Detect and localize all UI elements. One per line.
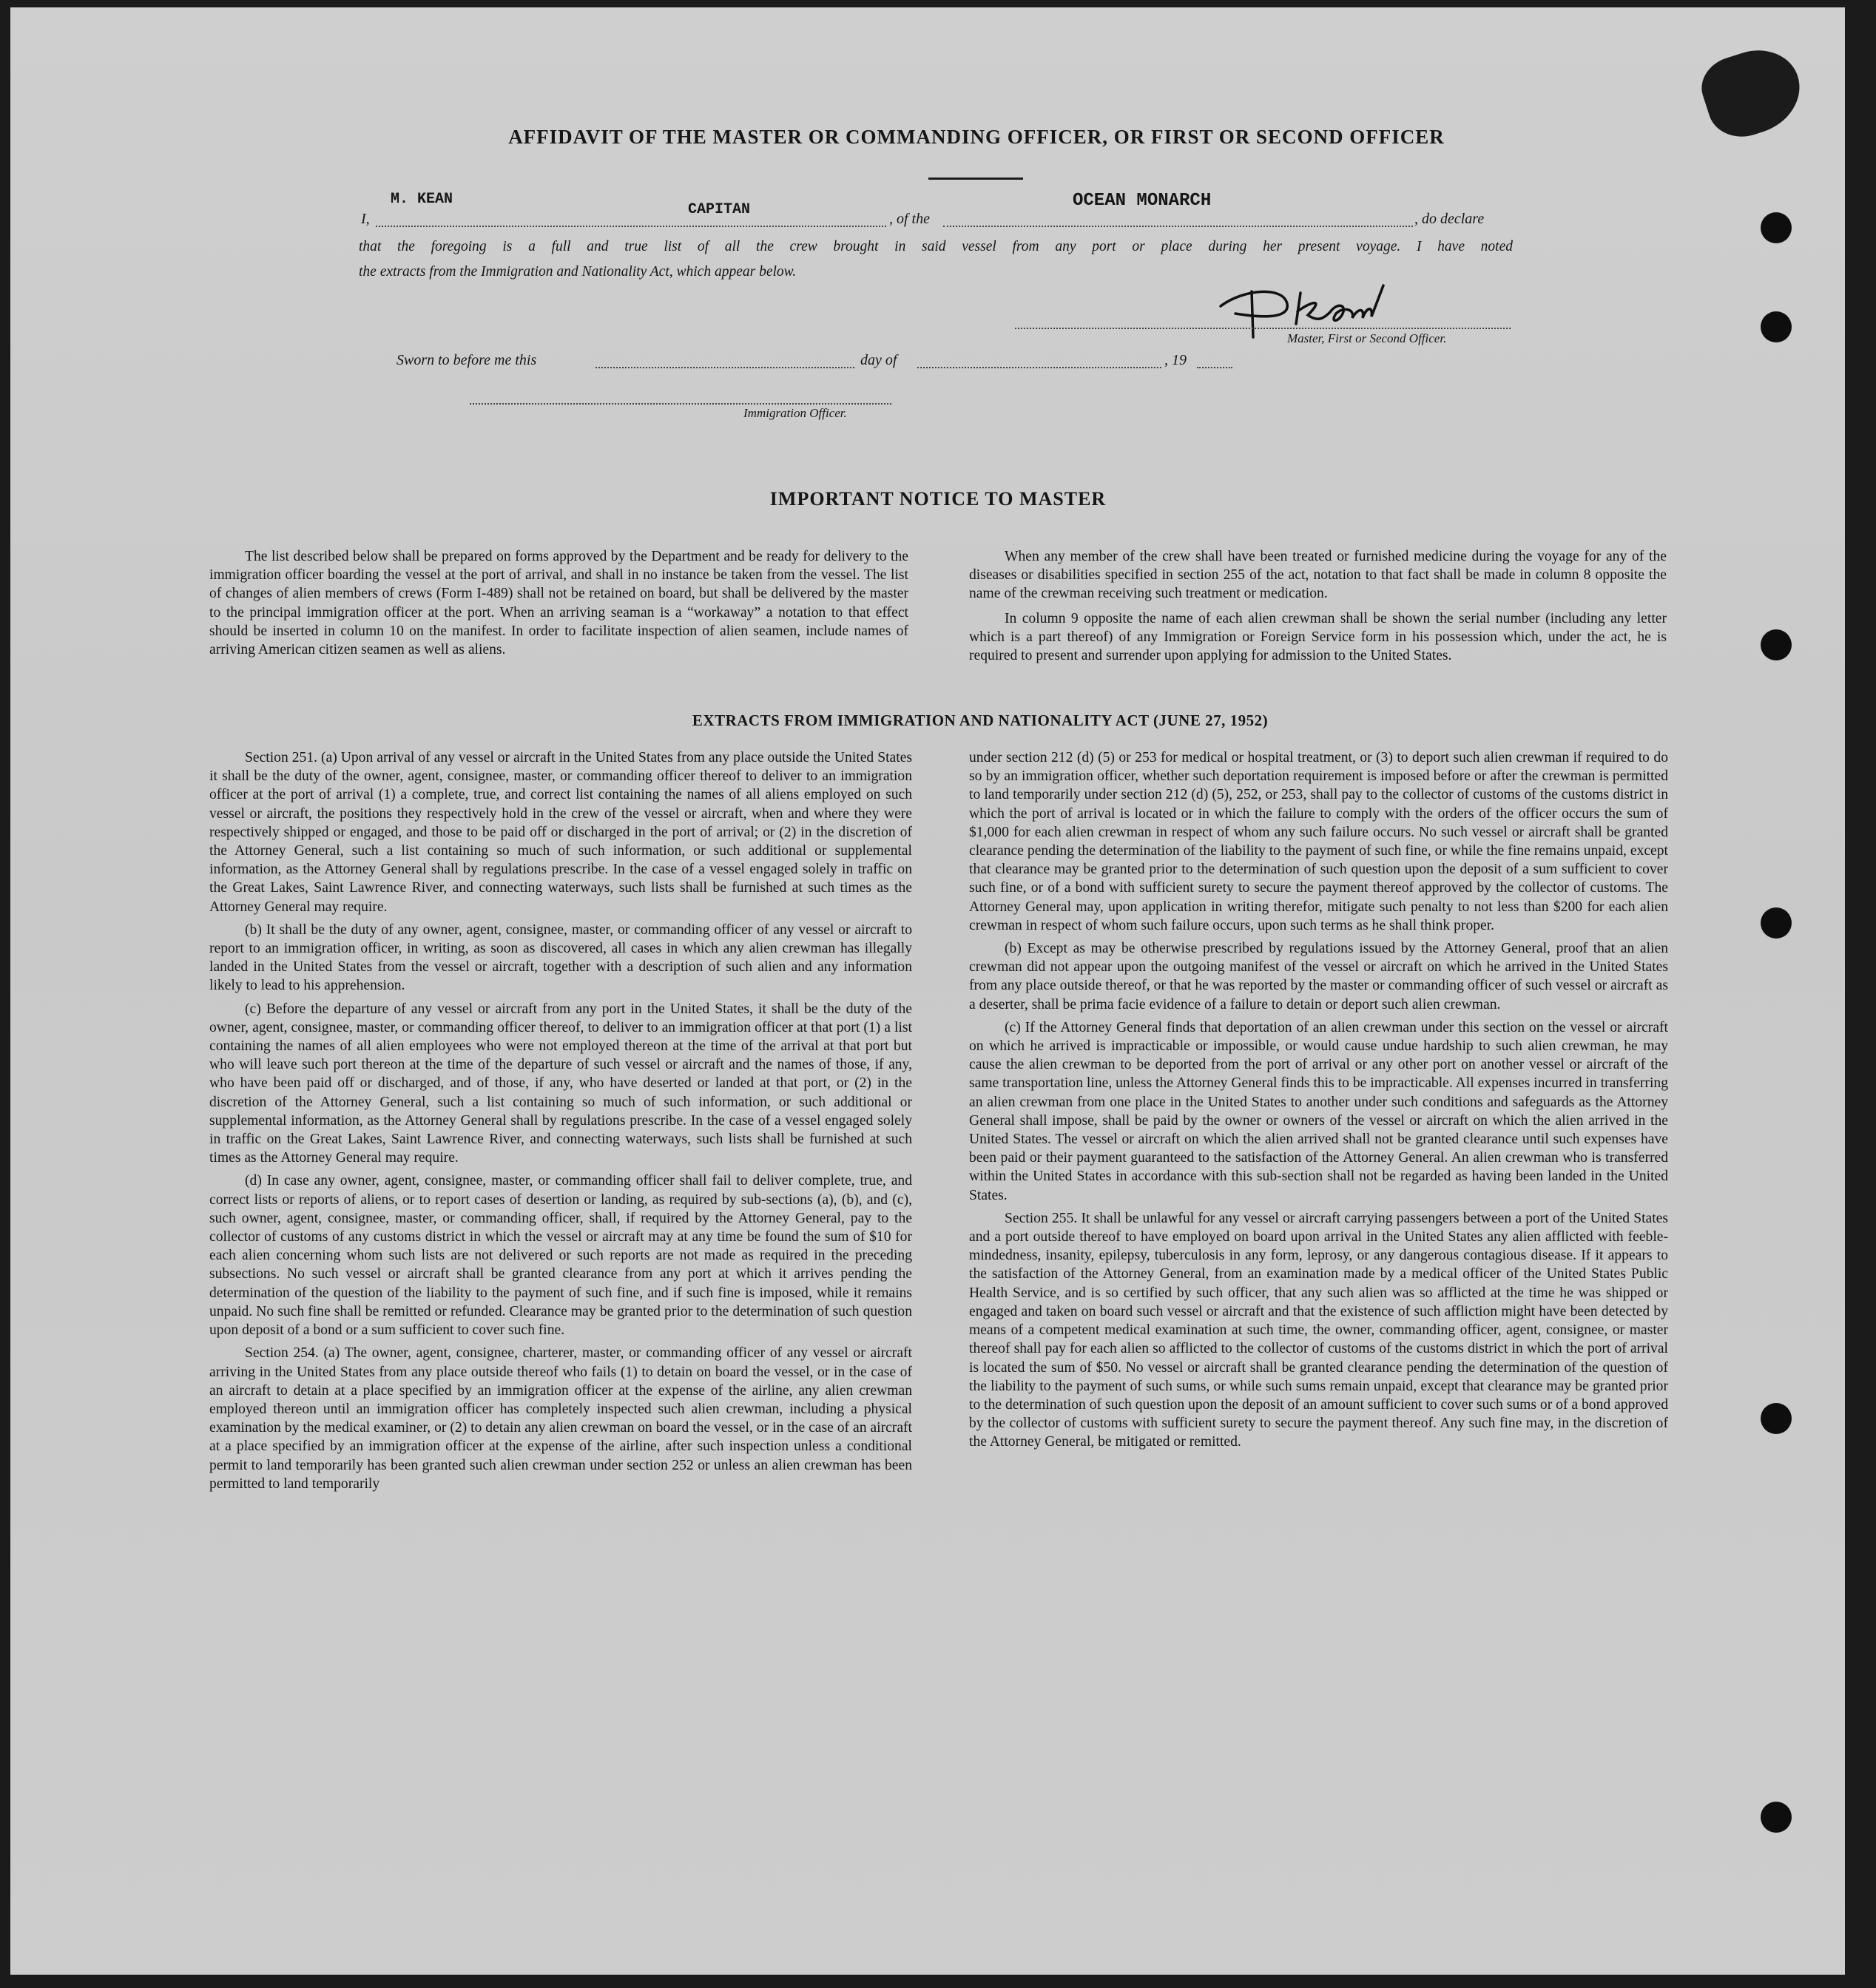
- punch-hole: [1761, 1403, 1792, 1434]
- punch-hole: [1761, 1802, 1792, 1833]
- notice-left-column: [209, 547, 908, 665]
- sworn-date-line: [595, 367, 854, 368]
- section-251a: Section 251. (a) Upon arrival of any vessel or aircraft in the United States from any place outside the United States it shall be the duty of the owner, agent, consignee, master, or commanding officer thereof to deliver to an immigration officer at the port of arrival (1) a complete, true, and correct list containing the names of all aliens employed on such vessel or aircraft, the positions they respectively hold in the crew of the vessel or aircraft, when and where they were respectively shipped or engaged, and those to be paid off or discharged in the port of arrival; or (2) in the discretion of the Attorney General, such a list containing so much of such information, or such additional or supplemental information, as the Attorney General shall by regulations prescribe. In the case of a vessel engaged solely in traffic on the Great Lakes, Saint Lawrence River, and connecting waterways, such lists shall be furnished at such times as the Attorney General may require.: [209, 750, 912, 915]
- master-name: M. KEAN: [391, 191, 453, 208]
- signature-caption: Master, First or Second Officer.: [1287, 331, 1447, 345]
- punch-hole: [1761, 907, 1792, 939]
- section-254a: Section 254. (a) The owner, agent, consignee, charterer, master, or commanding officer of any vessel or aircraft arriving in the United States from any place outside thereof who fails (1) to detain on board the vessel, or in the case of an aircraft to detain at a place specified by an immigration officer at the expense of the airline, any alien crewman employed thereon until an immigration officer has completely inspected such alien crewman, including a physical examination by the medical examiner, or (2) to detain any alien crewman on board the vessel, or in the case of an aircraft at a place specified by an immigration officer at the expense of the airline, after such inspection unless a conditional permit to land temporarily has been granted such alien crewman under section 252 or unless an alien crewman has been permitted to land temporarily: [209, 1345, 912, 1492]
- section-251c: (c) Before the departure of any vessel or aircraft from any port in the United States, it shall be the duty of the owner, agent, consignee, master, or commanding officer thereof, to deliver to an immigration officer at that port (1) a list containing the names of all alien employees who were not employed thereon at the time of the arrival at that port but who will leave such port thereon at the time of the departure of such vessel or aircraft and the names of those, if any, who have been paid off or discharged, and of those, if any, who have deserted or landed at that port, or (2) in the discretion of the Attorney General, such a list containing so much of such information, or such additional or supplemental information, as the Attorney General shall by regulations prescribe. In the case of a vessel engaged solely in traffic on the Great Lakes, Saint Lawrence River, and connecting waterways, such lists shall be furnished at such times as the Attorney General may require.: [209, 1001, 912, 1166]
- vessel-line: [943, 226, 1413, 227]
- section-251d: (d) In case any owner, agent, consignee, master, or commanding officer shall fail to deliver complete, true, and correct lists or reports of aliens, or to report cases of desertion or landing, as required by sub-sections (a), (b), and (c), such owner, agent, consignee, master, or commanding officer, shall, if required by the Attorney General, pay to the collector of customs of any customs district in which the vessel or aircraft may at any time be found the sum of $10 for each alien concerning whom such lists are not delivered or such reports are not made as required in the preceding subsections. No such vessel or aircraft shall be granted clearance from any port at which it arrives pending the determination of the question of the liability to the payment of such fine, and if such fine is imposed, while it remains unpaid. No such fine shall be remitted or refunded. Clearance may be granted prior to the determination of such question upon deposit of a bond or a sum sufficient to cover such fine.: [209, 1173, 912, 1339]
- title-rule: [928, 178, 1023, 180]
- master-rank: CAPITAN: [688, 201, 751, 218]
- affidavit-title: AFFIDAVIT OF THE MASTER OR COMMANDING OFFICER, OR FIRST OR SECOND OFFICER: [508, 126, 1445, 148]
- statement-line-1: that the foregoing is a full and true list of all the crew brought in said vessel from any port or place during her present voyage. I have noted: [359, 239, 1513, 254]
- notice-title: IMPORTANT NOTICE TO MASTER: [769, 488, 1107, 510]
- day-of-label: day of: [860, 352, 897, 368]
- section-251b: (b) It shall be the duty of any owner, agent, consignee, master, or commanding officer of any vessel or aircraft to report to an immigration officer, in writing, as soon as discovered, all cases in which any alien crewman has illegally landed in the United States from the vessel or aircraft, together with a description of such alien and any information likely to lead to his apprehension.: [209, 922, 912, 994]
- name-rank-line: [376, 226, 886, 227]
- extracts-left-column: [209, 748, 912, 1493]
- of-the-label: , of the: [889, 211, 930, 227]
- officer-caption: Immigration Officer.: [743, 406, 847, 420]
- extracts-title: EXTRACTS FROM IMMIGRATION AND NATIONALITY ACT (JUNE 27, 1952): [692, 711, 1269, 729]
- year-prefix: , 19: [1164, 352, 1187, 368]
- year-line: [1197, 367, 1232, 368]
- notice-paragraph: In column 9 opposite the name of each alien crewman shall be shown the serial number (including any letter which is a part thereof) of any Immigration or Foreign Service form in his possession which, under the act, he is required to present and surrender upon applying for admission to the United States.: [969, 610, 1667, 664]
- officer-line: [470, 403, 891, 405]
- punch-hole: [1761, 212, 1792, 243]
- declare-label: , do declare: [1414, 211, 1485, 227]
- punch-hole: [1761, 311, 1792, 342]
- i-label: I,: [361, 211, 370, 227]
- signature-line: [1015, 328, 1511, 329]
- extracts-right-column: [969, 748, 1668, 1452]
- section-254c: (c) If the Attorney General finds that deportation of an alien crewman under this section on the vessel or aircraft on which he arrived is impracticable or impossible, or would cause undue hardship to such alien crewman, he may cause the alien crewman to be deported from the port of arrival or any other port on another vessel or aircraft of the same transportation line, unless the Attorney General finds this to be impracticable. All expenses incurred in transferring an alien crewman from one place in the United States to another under such conditions and safeguards as the Attorney General shall impose, shall be paid by the owner or owners of the vessel or aircraft on which the alien arrived in the United States. The vessel or aircraft on which the alien arrived shall not be granted clearance until such expenses have been paid or their payment guaranteed to the satisfaction of the Attorney General. An alien crewman who is transferred within the United States in accordance with this sub-section shall not be regarded as having been landed in the United States.: [969, 1019, 1668, 1203]
- statement-line-2: the extracts from the Immigration and Nationality Act, which appear below.: [359, 264, 797, 280]
- section-254a-continued: under section 212 (d) (5) or 253 for medical or hospital treatment, or (3) to deport such alien crewman if required to do so by an immigration officer, whether such deportation requirement is imposed before or after the crewman is permitted to land temporarily under section 212 (d) (5), 252, or 253, shall pay to the collector of customs of the customs district in which the port of arrival is located or in which the failure to comply with the orders of the officer occurs the sum of $1,000 for each alien crewman in respect of whom any such failure occurs. No such vessel or aircraft shall be granted clearance pending the determination of the liability to the payment of such fine, or while the fine remains unpaid, except that clearance may be granted prior to the determination of such question upon the deposit of a sum sufficient to cover such fine, or of a bond with sufficient surety to secure the payment thereof approved by the collector of customs. The Attorney General may, upon application in writing therefor, mitigate such penalty to not less than $200 for each alien crewman in respect of whom such failure occurs, upon such terms as he shall think proper.: [969, 750, 1668, 933]
- punch-hole: [1761, 629, 1792, 660]
- notice-paragraph: When any member of the crew shall have been treated or furnished medicine during the voyage for any of the diseases or disabilities specified in section 255 of the act, notation to that fact shall be made in column 8 opposite the name of the crewman receiving such treatment or medication.: [969, 549, 1667, 602]
- section-255: Section 255. It shall be unlawful for any vessel or aircraft carrying passengers between a port of the United States and a port outside thereof to have employed on board upon arrival in the United States any alien afflicted with feeble-mindedness, insanity, epilepsy, tuberculosis in any form, leprosy, or any dangerous contagious disease. If it appears to the satisfaction of the Attorney General, from an examination made by a medical officer of the United States Public Health Service, and is so certified by such officer, that any such alien was so afflicted at the time he was shipped or engaged and taken on board such vessel or aircraft and that the existence of such affliction might have been detected by means of a competent medical examination at such time, the owner, commanding officer, agent, consignee, or master thereof shall pay for each alien so afflicted to the collector of customs of the customs district in which the port of arrival is located the sum of $50. No vessel or aircraft shall be granted clearance pending the determination of the question of the liability to the payment of such sums, or while such sums remain unpaid, except that clearance may be granted prior to the determination of such question upon the deposit of an amount sufficient to cover such sums or of a bond approved by the collector of customs with sufficient surety to secure the payment thereof. Any such fine may, in the discretion of the Attorney General, be mitigated or remitted.: [969, 1210, 1668, 1450]
- sworn-label: Sworn to before me this: [397, 352, 537, 368]
- notice-right-column: [969, 547, 1667, 671]
- section-254b: (b) Except as may be otherwise prescribed by regulations issued by the Attorney General, proof that an alien crewman did not appear upon the outgoing manifest of the vessel or aircraft on which he arrived in the United States from any place outside thereof, or that he was reported by the master or commanding officer of such vessel or aircraft as a deserter, shall be prima facie evidence of a failure to detain or deport such alien crewman.: [969, 941, 1668, 1012]
- vessel-name: OCEAN MONARCH: [1073, 191, 1212, 211]
- notice-paragraph: The list described below shall be prepared on forms approved by the Department and be ready for delivery to the immigration officer boarding the vessel at the port of arrival, and shall in no instance be taken from the vessel. The list of changes of alien members of crews (Form I-489) shall not be retained on board, but shall be delivered by the master to the principal immigration officer at the port. When an arriving seaman is a “workaway” a notation to that effect should be inserted in column 10 on the manifest. In order to facilitate inspection of alien seamen, include names of arriving American citizen seamen as well as aliens.: [209, 549, 908, 658]
- month-line: [917, 367, 1161, 368]
